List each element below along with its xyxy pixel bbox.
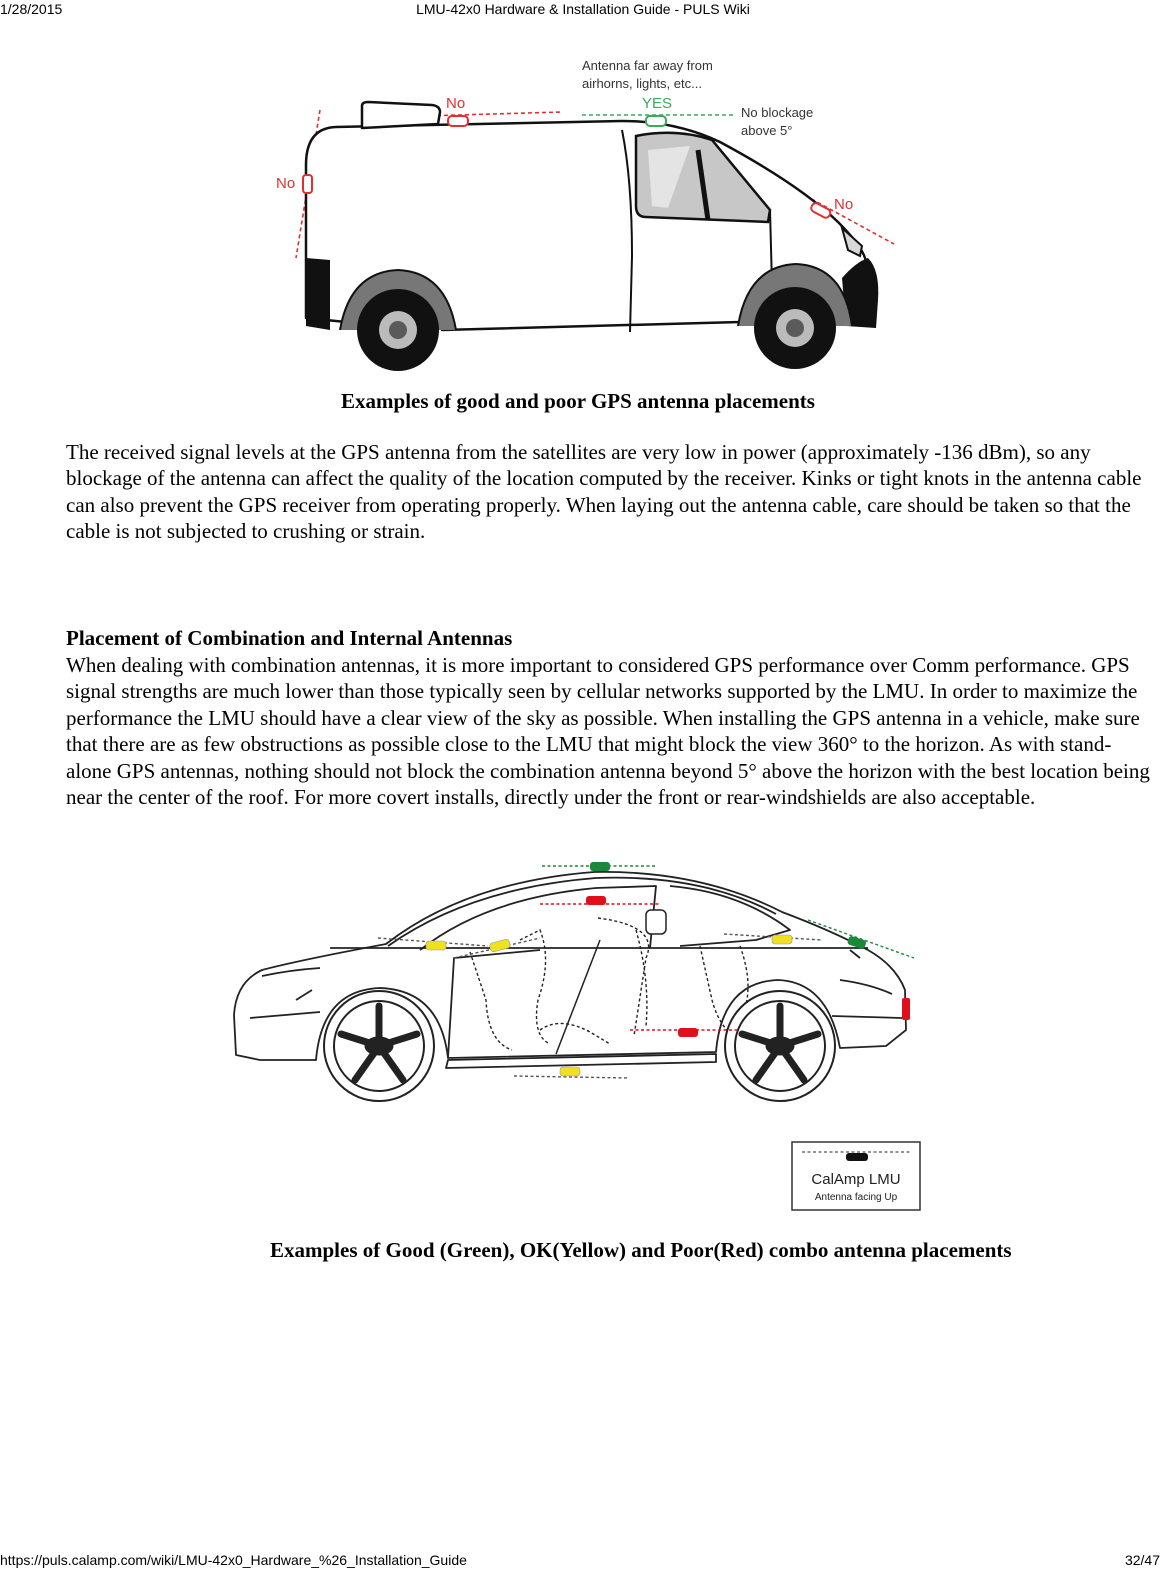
note-far-away-2: airhorns, lights, etc... bbox=[582, 76, 702, 91]
antenna-rear-poor bbox=[303, 175, 312, 193]
antenna-dash-ok bbox=[426, 941, 446, 950]
car-rear-wheel bbox=[324, 991, 434, 1101]
antenna-tail-poor bbox=[902, 998, 910, 1020]
antenna-roof-good bbox=[590, 862, 610, 871]
print-date: 1/28/2015 bbox=[0, 1, 63, 17]
note-blockage-1: No blockage bbox=[741, 105, 814, 120]
figure2-caption: Examples of Good (Green), OK(Yellow) and Poor(Red) combo antenna placements bbox=[270, 1238, 1012, 1262]
figure1-caption: Examples of good and poor GPS antenna placements bbox=[341, 389, 815, 413]
note-blockage-2: above 5° bbox=[741, 123, 793, 138]
antenna-roof-inside-poor bbox=[586, 896, 606, 905]
legend-subtitle: Antenna facing Up bbox=[814, 1192, 898, 1203]
section-body: When dealing with combination antennas, it is more important to considered GPS performance over Comm performance. GPS signal strengths are much lower than those typically seen by cellular networks supported by the LMU. In order to maximize the performance the LMU should have a clear view of the sky as possible. When installing the GPS antenna in a vehicle, make sure that there are as few obstructions as possible close to the LMU that might block the view 360° to the horizon. As with stand-alone GPS antennas, nothing should not block the combination antenna beyond 5° above the horizon with the best location being near the center of the roof. For more covert installs, directly under the front or rear-windshields are also acceptable. bbox=[66, 653, 1150, 810]
label-no-hood: No bbox=[834, 196, 854, 213]
car-antenna-diagram bbox=[0, 850, 1166, 1230]
antenna-roof-good bbox=[646, 116, 666, 126]
antenna-windshield-ok bbox=[489, 939, 511, 953]
label-no-roof: No bbox=[446, 95, 466, 112]
page-title: LMU-42x0 Hardware & Installation Guide - PULS Wiki bbox=[416, 1, 750, 17]
antenna-floor-poor bbox=[678, 1028, 698, 1037]
antenna-rear-deck-ok bbox=[772, 935, 792, 944]
car-front-wheel bbox=[725, 991, 835, 1101]
legend-antenna-icon bbox=[846, 1153, 868, 1161]
antenna-roof-poor bbox=[448, 116, 468, 126]
note-far-away-1: Antenna far away from bbox=[582, 58, 713, 73]
section-heading: Placement of Combination and Internal Antennas bbox=[66, 626, 513, 650]
signal-paragraph: The received signal levels at the GPS antenna from the satellites are very low in power (approximately -136 dBm), so any blockage of the antenna can affect the quality of the location computed by the receiver. Kinks or tight knots in the antenna cable can also prevent the GPS receiver from operating properly. When laying out the antenna cable, care should be taken so that the cable is not subjected to crushing or strain. bbox=[66, 440, 1142, 544]
page-number: 32/47 bbox=[1124, 1552, 1160, 1568]
legend-box bbox=[792, 1142, 920, 1210]
label-yes: YES bbox=[642, 95, 673, 112]
van-antenna-diagram bbox=[0, 0, 1166, 390]
legend-title: CalAmp LMU bbox=[811, 1171, 901, 1188]
page-url: https://puls.calamp.com/wiki/LMU-42x0_Hardware_%26_Installation_Guide bbox=[0, 1552, 467, 1568]
rear-bumper bbox=[306, 258, 330, 330]
label-no-rear: No bbox=[276, 175, 296, 192]
antenna-under-ok bbox=[560, 1067, 580, 1076]
